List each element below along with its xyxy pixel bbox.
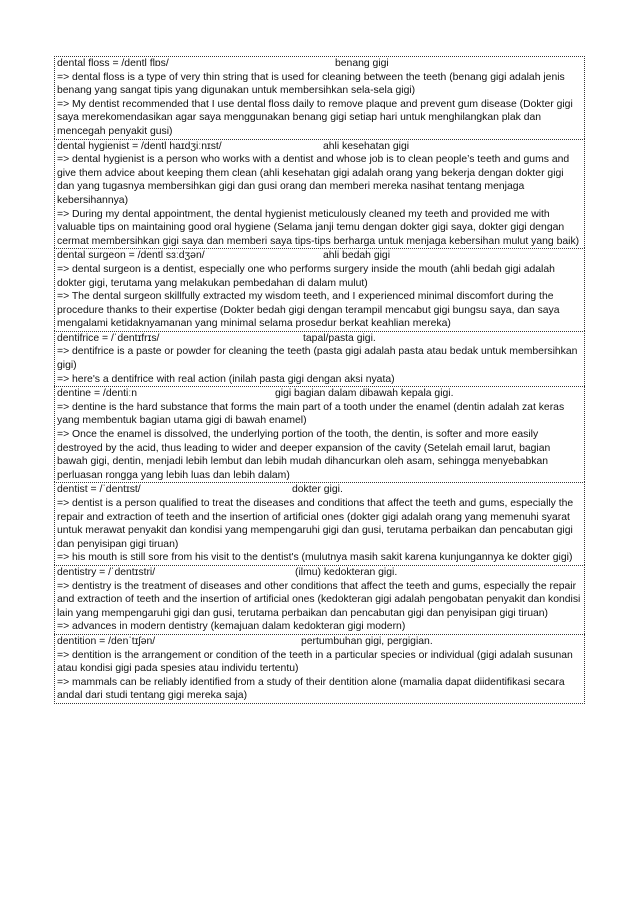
- entry-term: dental floss = /dentl flɒs/: [57, 58, 169, 69]
- entry-heading: [57, 332, 583, 346]
- entry-example: => his mouth is still sore from his visit to the dentist's (mulutnya masih sakit karena kunjungannya ke dokter gigi): [57, 552, 573, 564]
- entry-example: => My dentist recommended that I use dental floss daily to remove plaque and prevent gum disease (Dokter gigi saya merekomendasikan agar saya menggunakan benang gigi setiap hari untuk menghilangkan plak dan mencegah penyakit gusi): [57, 98, 573, 137]
- entry-term: dentition = /denˈtɪʃən/: [57, 635, 156, 647]
- entry-term: dental surgeon = /dentl sɜːdʒən/: [57, 250, 205, 262]
- entry-heading: [57, 635, 583, 649]
- entry-definition: => dental floss is a type of very thin string that is used for cleaning between the teeth (benang gigi adalah jenis benang yang sangat tipis yang digunakan untuk membersihkan sela-sela gigi): [57, 71, 565, 97]
- entry-translation: benang gigi: [335, 58, 389, 69]
- entry-example: => During my dental appointment, the dental hygienist meticulously cleaned my teeth and provided me with valuable tips on maintaining good oral hygiene (Selama janji temu dengan dokter gigi saya, dokter gigi dengan cermat membersihkan gigi saya dan memberi saya tips-tips berharga untuk menjaga kebersihan mulut yang baik): [57, 208, 580, 247]
- entry-heading: [57, 483, 583, 497]
- entry-term: dentine = /dentiːn: [57, 388, 138, 400]
- entry-translation: ahli kesehatan gigi: [323, 140, 410, 152]
- entry-example: => The dental surgeon skillfully extracted my wisdom teeth, and I experienced minimal discomfort during the procedure thanks to their expertise (Dokter bedah gigi dengan terampil mencabut gigi bungsu saya, dan saya mengalami ketidaknyamanan yang minimal selama prosedur berkat keahlian mereka): [57, 291, 560, 330]
- entry-term: dentistry = /ˈdentɪstri/: [57, 566, 156, 578]
- entry-heading: [57, 140, 583, 154]
- vocab-entry-dentist: [54, 482, 585, 565]
- entry-translation: ahli bedah gigi: [323, 250, 391, 262]
- vocabulary-list: [54, 56, 585, 704]
- entry-definition: => dental hygienist is a person who works with a dentist and whose job is to clean people’s teeth and gums and give them advice about keeping them clean (ahli kesehatan gigi adalah orang yang bekerja dengan dokter gigi dan yang tugasnya membersihkan gigi dan gusi orang dan memberi mereka nasihat tentang menjaga kebersihannya): [57, 154, 570, 206]
- entry-definition: => dentition is the arrangement or condition of the teeth in a particular species or individual (gigi adalah susunan atau kondisi gigi pada spesies atau individu tertentu): [57, 649, 573, 675]
- entry-heading: [57, 387, 583, 401]
- entry-heading: [57, 566, 583, 580]
- entry-term: dentist = /ˈdentɪst/: [57, 484, 141, 496]
- vocab-entry-dentition: [54, 634, 585, 704]
- entry-term: dental hygienist = /dentl haɪdʒiːnɪst/: [57, 140, 222, 152]
- entry-translation: (ilmu) kedokteran gigi.: [295, 566, 398, 578]
- entry-translation: dokter gigi.: [292, 484, 343, 496]
- vocab-entry-dental-surgeon: [54, 248, 585, 331]
- vocab-entry-dental-hygienist: [54, 139, 585, 249]
- entry-example: => Once the enamel is dissolved, the underlying portion of the tooth, the dentin, is softer and more easily destroyed by the acid, thus leading to wider and deeper expansion of the cavity (Setelah email larut, bagian bawah gigi, dentin, menjadi lebih lembut dan lebih mudah dihancurkan oleh asam, sehingga menyebabkan perluasan rongga yang lebih luas dan lebih dalam): [57, 429, 551, 481]
- vocab-entry-dentine: [54, 386, 585, 482]
- vocab-entry-dentistry: [54, 565, 585, 634]
- entry-term: dentifrice = /ˈdentɪfrɪs/: [57, 332, 160, 344]
- entry-example: => mammals can be reliably identified from a study of their dentition alone (mamalia dapat diidentifikasi secara andal dari studi tentang gigi mereka saja): [57, 676, 565, 702]
- entry-definition: => dentist is a person qualified to treat the diseases and conditions that affect the teeth and gums, especially the repair and extraction of teeth and the insertion of artificial ones (dokter gigi adalah orang yang memenuhi syarat untuk merawat penyakit dan kondisi yang mempengaruhi gigi dan gusi, terutama perbaikan dan pencabutan gigi dan penyisipan gigi tiruan): [57, 498, 574, 550]
- entry-definition: => dental surgeon is a dentist, especially one who performs surgery inside the mouth (ahli bedah gigi adalah dokter gigi, terutama yang melakukan pembedahan di dalam mulut): [57, 263, 555, 289]
- entry-example: => advances in modern dentistry (kemajuan dalam kedokteran gigi modern): [57, 621, 406, 633]
- entry-example: => here's a dentifrice with real action (inilah pasta gigi dengan aksi nyata): [57, 373, 395, 385]
- entry-definition: => dentistry is the treatment of diseases and other conditions that affect the teeth and gums, especially the repair and extraction of teeth and the insertion of artificial ones (kedokteran gigi adalah pengobatan penyakit dan kondisi lain yang mempengaruhi gigi dan gusi, terutama perbaikan dan pencabutan gigi dan penyisipan gigi tiruan): [57, 580, 581, 619]
- entry-heading: [57, 249, 583, 263]
- vocab-entry-dental-floss: [54, 56, 585, 139]
- vocab-entry-dentifrice: [54, 331, 585, 386]
- entry-translation: tapal/pasta gigi.: [303, 332, 376, 344]
- entry-definition: => dentine is the hard substance that forms the main part of a tooth under the enamel (dentin adalah zat keras yang membentuk bagian utama gigi di bawah enamel): [57, 401, 565, 427]
- entry-heading: [57, 57, 583, 71]
- entry-definition: => dentifrice is a paste or powder for cleaning the teeth (pasta gigi adalah pasta atau bedak untuk membersihkan gigi): [57, 346, 578, 372]
- entry-translation: pertumbuhan gigi, pergigian.: [301, 635, 433, 647]
- entry-translation: gigi bagian dalam dibawah kepala gigi.: [275, 388, 454, 400]
